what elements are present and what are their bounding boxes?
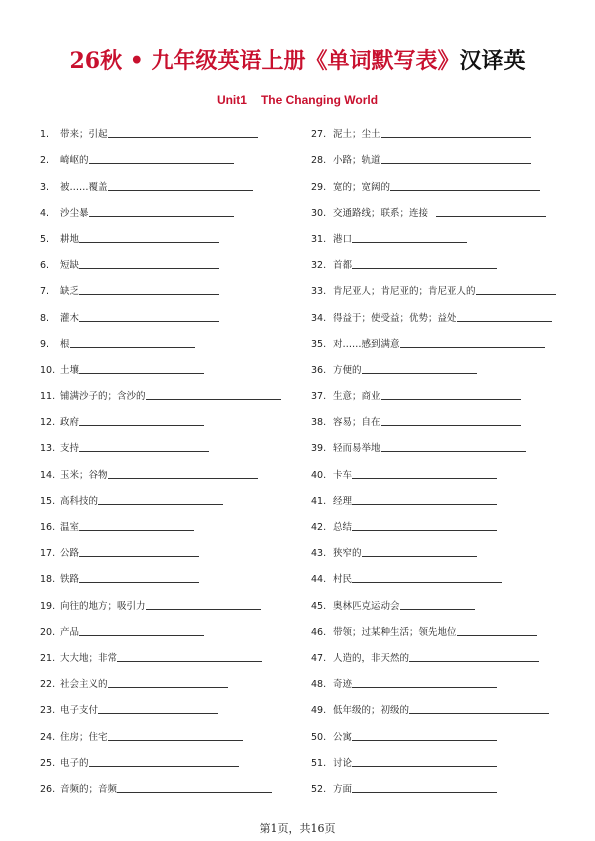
answer-blank-line[interactable] [381,424,521,426]
vocab-item [40,638,290,664]
vocab-item [40,402,290,428]
answer-blank-line[interactable] [457,634,537,636]
vocab-item-number: 44. [311,574,327,586]
vocab-item [40,140,290,166]
vocab-item [311,245,571,271]
answer-blank-line[interactable] [409,712,549,714]
vocab-item [311,769,571,795]
vocab-item [40,743,290,769]
vocab-item-number: 14. [40,469,56,481]
vocab-item-number: 35. [311,338,327,350]
vocab-item-number: 52. [311,783,327,795]
vocab-item [40,324,290,350]
answer-blank-line[interactable] [381,450,526,452]
answer-blank-line[interactable] [89,215,234,217]
answer-blank-line[interactable] [98,712,218,714]
unit-heading [0,93,595,107]
answer-blank-line[interactable] [352,765,497,767]
vocab-item-number: 27. [311,129,327,141]
vocab-item [40,219,290,245]
vocab-item-chinese: 住房；住宅 [60,731,108,743]
vocab-item-chinese: 对……感到满意 [333,338,400,350]
vocab-item-chinese: 土壤 [60,364,80,376]
vocab-item [311,350,571,376]
vocab-item-chinese: 灌木 [60,312,80,324]
vocab-item-number: 36. [311,364,327,376]
vocab-item-chinese: 总结 [333,522,353,533]
vocab-item [311,533,571,559]
vocab-item [40,664,290,690]
vocab-item-chinese: 沙尘暴 [60,207,89,219]
vocab-item [40,481,290,507]
vocab-item-chinese: 低年级的；初级的 [333,705,410,717]
vocab-item [311,219,571,245]
vocab-item [311,454,571,480]
vocab-item-number: 13. [40,443,56,455]
vocab-item-number: 28. [311,155,327,167]
answer-blank-line[interactable] [381,136,531,138]
vocab-item [311,114,571,140]
answer-blank-line[interactable] [89,765,239,767]
vocab-item-chinese: 音频的；音频 [60,783,118,795]
vocab-item-chinese: 讨论 [333,757,353,769]
vocab-item-number: 29. [311,181,327,193]
vocab-item-number: 25. [40,757,56,769]
vocab-item-chinese: 首都 [333,260,353,272]
vocab-item-chinese: 卡车 [333,469,353,481]
vocab-item-number: 48. [311,679,327,691]
answer-blank-line[interactable] [108,477,258,479]
vocab-item-chinese: 玉米；谷物 [60,469,108,481]
vocab-item-number: 39. [311,443,327,455]
answer-blank-line[interactable] [362,555,477,557]
vocab-item [311,297,571,323]
vocab-item-chinese: 泥土；尘土 [333,129,381,141]
vocab-item-chinese: 公寓 [333,731,353,743]
vocab-item-chinese: 奇迹 [333,679,353,691]
vocab-item-chinese: 支持 [60,443,80,455]
vocab-item [311,559,571,585]
vocab-item-chinese: 带来；引起 [60,129,108,141]
vocab-item-chinese: 被……覆盖 [60,181,108,193]
vocab-item [40,690,290,716]
vocab-item-number: 24. [40,731,56,743]
answer-blank-line[interactable] [79,372,204,374]
answer-blank-line[interactable] [352,529,497,531]
vocab-item-number: 3. [40,181,50,193]
answer-blank-line[interactable] [362,372,477,374]
vocab-item-chinese: 得益于；使受益；优势；益处 [333,312,457,324]
vocab-item [40,114,290,140]
vocab-item-number: 34. [311,312,327,324]
answer-blank-line[interactable] [79,634,204,636]
vocab-item-number: 42. [311,522,327,533]
vocab-item [311,585,571,611]
page-footer: 第1页，共16页 [259,822,336,835]
vocab-item-chinese: 容易；自在 [333,417,381,429]
vocab-item [40,193,290,219]
answer-blank-line[interactable] [108,189,253,191]
vocab-item-number: 43. [311,548,327,560]
vocab-item-chinese: 电子的 [60,757,89,769]
answer-blank-line[interactable] [476,293,556,295]
vocab-item-number: 10. [40,364,56,376]
vocab-item [311,376,571,402]
vocab-item-chinese: 肯尼亚人；肯尼亚的；肯尼亚人的 [333,286,476,298]
page-title-main: 26秋 • 九年级英语上册《单词默写表》 [69,48,460,74]
vocab-item-number: 19. [40,600,56,612]
vocab-item [40,245,290,271]
vocab-item [311,193,571,219]
vocab-item-chinese: 公路 [60,548,80,560]
vocab-item [311,140,571,166]
vocab-item [311,638,571,664]
vocab-item-chinese: 耕地 [60,233,80,245]
vocab-item [40,507,290,533]
vocab-item-number: 38. [311,417,327,429]
vocab-item [40,612,290,638]
vocab-item-chinese: 港口 [333,233,353,245]
answer-blank-line[interactable] [79,450,209,452]
vocab-item [40,769,290,795]
vocab-item-chinese: 小路；轨道 [333,155,381,167]
vocab-item-number: 26. [40,783,56,795]
vocab-item [40,376,290,402]
vocab-item-chinese: 根 [60,338,70,350]
vocab-item-chinese: 生意；商业 [333,391,381,403]
vocab-item-number: 51. [311,757,327,769]
vocab-item-number: 5. [40,233,50,245]
vocab-item-chinese: 电子支付 [60,705,99,717]
answer-blank-line[interactable] [79,555,199,557]
vocab-item-number: 16. [40,522,56,533]
vocab-item-chinese: 方便的 [333,364,362,376]
answer-blank-line[interactable] [352,739,497,741]
vocab-item-chinese: 铺满沙子的；含沙的 [60,391,146,403]
answer-blank-line[interactable] [89,162,234,164]
vocab-item [40,533,290,559]
vocab-item-chinese: 宽的；宽阔的 [333,181,391,193]
vocab-item [311,664,571,690]
vocab-item [311,690,571,716]
vocab-item-chinese: 大大地；非常 [60,652,118,664]
vocab-item-number: 49. [311,705,327,717]
answer-blank-line[interactable] [352,686,497,688]
answer-blank-line[interactable] [436,215,546,217]
vocab-item [311,402,571,428]
vocab-item [311,481,571,507]
vocab-item [40,297,290,323]
vocab-item-number: 47. [311,652,327,664]
vocab-item [311,743,571,769]
answer-blank-line[interactable] [117,791,272,793]
vocab-item-chinese: 向往的地方；吸引力 [60,600,146,612]
vocab-item-chinese: 经理 [333,495,353,507]
unit-number: Unit1 [216,93,247,107]
answer-blank-line[interactable] [390,189,540,191]
answer-blank-line[interactable] [400,608,475,610]
vocab-item-number: 45. [311,600,327,612]
vocab-item-number: 21. [40,652,56,664]
vocab-item [311,166,571,192]
answer-blank-line[interactable] [352,267,497,269]
vocab-item-number: 18. [40,574,56,586]
left-column [40,114,290,795]
vocab-item-chinese: 村民 [333,574,353,586]
vocab-item-number: 2. [40,155,50,167]
vocab-item-chinese: 奥林匹克运动会 [333,600,400,612]
vocab-item-number: 33. [311,286,327,298]
vocab-item-number: 9. [40,338,50,350]
answer-blank-line[interactable] [70,346,195,348]
page-title [0,44,595,75]
answer-blank-line[interactable] [117,660,262,662]
vocab-item-chinese: 狭窄的 [333,548,362,560]
vocab-item-chinese: 温室 [60,522,80,533]
vocab-item [40,585,290,611]
answer-blank-line[interactable] [352,503,497,505]
vocab-item-number: 32. [311,260,327,272]
vocab-item-chinese: 政府 [60,417,80,429]
vocab-item [311,716,571,742]
answer-blank-line[interactable] [79,424,204,426]
answer-blank-line[interactable] [108,136,258,138]
vocab-item-number: 46. [311,626,327,638]
answer-blank-line[interactable] [352,477,497,479]
vocab-item [40,166,290,192]
vocab-item [40,716,290,742]
vocab-item-number: 23. [40,705,56,717]
vocab-item-chinese: 带领；过某种生活；领先地位 [333,626,457,638]
answer-blank-line[interactable] [79,320,219,322]
vocab-item-number: 22. [40,679,56,691]
vocab-item-chinese: 轻而易举地 [333,443,381,455]
vocab-item-chinese: 人造的，非天然的 [333,652,410,664]
vocab-item [40,428,290,454]
answer-blank-line[interactable] [79,241,219,243]
vocab-item-number: 4. [40,207,50,219]
vocab-item-chinese: 产品 [60,626,80,638]
answer-blank-line[interactable] [79,267,219,269]
vocab-item [40,559,290,585]
vocab-item-chinese: 铁路 [60,574,80,586]
vocab-item [311,271,571,297]
page-title-suffix: 汉译英 [459,48,526,74]
vocab-item-chinese: 短缺 [60,260,80,272]
answer-blank-line[interactable] [352,791,497,793]
vocab-item-number: 15. [40,495,56,507]
vocab-item-chinese: 交通路线；联系；连接 [333,207,429,219]
vocab-item [311,507,571,533]
vocab-item [311,612,571,638]
vocab-item-number: 7. [40,286,50,298]
vocab-item-number: 20. [40,626,56,638]
answer-blank-line[interactable] [79,293,219,295]
vocab-item-number: 50. [311,731,327,743]
vocab-item-number: 17. [40,548,56,560]
vocab-item-number: 8. [40,312,50,324]
vocab-item-chinese: 社会主义的 [60,679,108,691]
vocab-item-number: 40. [311,469,327,481]
vocab-item [311,324,571,350]
vocab-item-number: 31. [311,233,327,245]
answer-blank-line[interactable] [108,739,243,741]
vocab-item-chinese: 方面 [333,783,353,795]
answer-blank-line[interactable] [381,398,521,400]
vocab-item-chinese: 高科技的 [60,495,99,507]
answer-blank-line[interactable] [409,660,539,662]
answer-blank-line[interactable] [352,581,502,583]
vocab-item-chinese: 缺乏 [60,286,80,298]
answer-blank-line[interactable] [79,529,194,531]
answer-blank-line[interactable] [146,608,261,610]
vocab-item-chinese: 崎岖的 [60,155,89,167]
vocab-item-number: 1. [40,129,50,141]
vocab-item-number: 12. [40,417,56,429]
vocab-item-number: 30. [311,207,327,219]
answer-blank-line[interactable] [79,581,199,583]
answer-blank-line[interactable] [98,503,223,505]
vocab-item-number: 41. [311,495,327,507]
vocab-item [40,350,290,376]
right-column [311,114,571,795]
vocab-item [40,454,290,480]
vocab-item-number: 6. [40,260,50,272]
answer-blank-line[interactable] [400,346,545,348]
answer-blank-line[interactable] [457,320,552,322]
vocab-item [40,271,290,297]
answer-blank-line[interactable] [108,686,228,688]
vocab-item [311,428,571,454]
unit-title: The Changing World [260,93,379,107]
vocab-item-number: 37. [311,391,327,403]
answer-blank-line[interactable] [352,241,467,243]
answer-blank-line[interactable] [146,398,281,400]
answer-blank-line[interactable] [381,162,531,164]
vocab-item-number: 11. [40,391,56,403]
